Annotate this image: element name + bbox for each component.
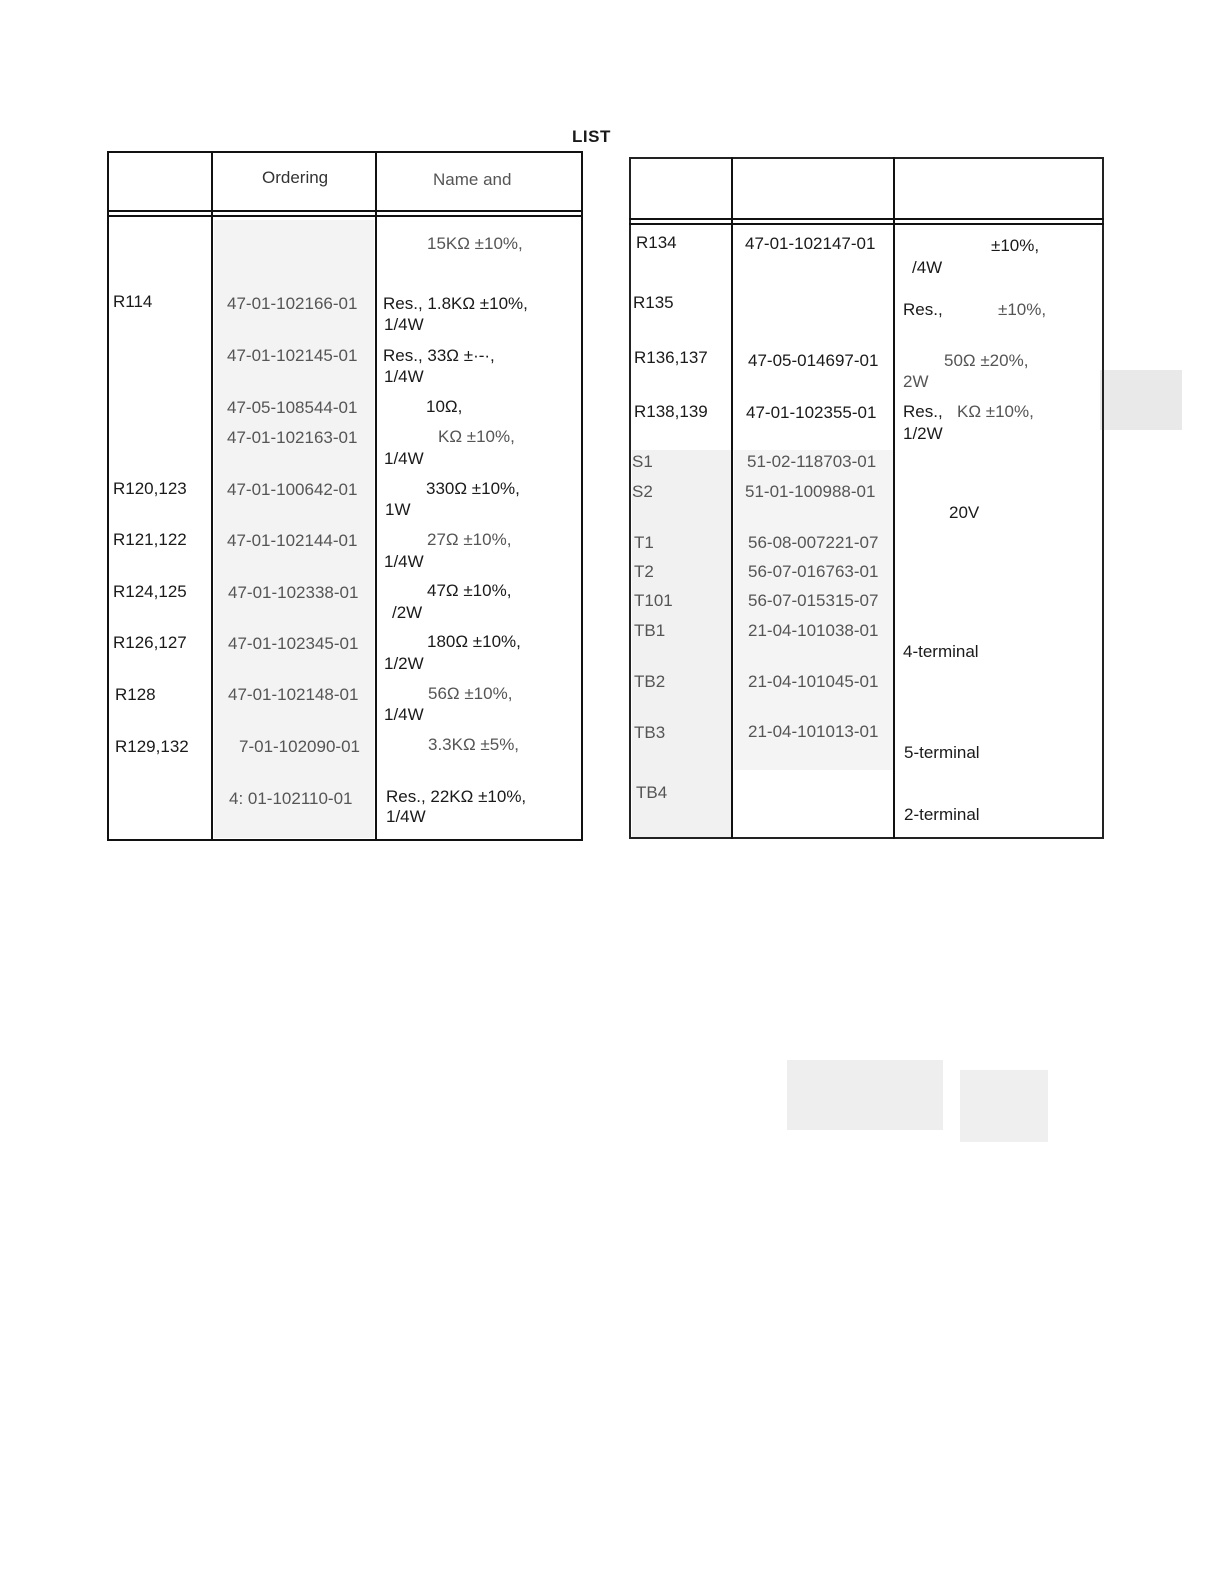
code-cell: 47-01-102345-01 [228, 634, 359, 653]
page-title: LIST [572, 127, 611, 146]
ref-cell: T2 [634, 562, 654, 581]
column-divider [731, 157, 733, 839]
code-cell: 51-02-118703-01 [747, 452, 877, 471]
header-divider [629, 218, 1104, 220]
code-cell: 21-04-101013-01 [748, 722, 879, 741]
desc-line: KΩ ±10%, [957, 402, 1034, 421]
column-divider [211, 151, 213, 841]
code-cell: 47-05-108544-01 [227, 398, 358, 417]
desc-line: KΩ ±10%, [438, 427, 515, 446]
ref-cell: TB1 [634, 621, 666, 640]
desc-line: 1W [385, 500, 411, 519]
code-cell: 47-01-102148-01 [228, 685, 359, 704]
desc-line: Res., 22KΩ ±10%, [386, 787, 527, 806]
ref-cell: R135 [633, 293, 674, 312]
code-cell: 47-01-102166-01 [227, 294, 358, 313]
desc-line: 56Ω ±10%, [428, 684, 513, 703]
desc-line: /2W [392, 603, 423, 622]
desc-line: 10Ω, [426, 397, 463, 416]
code-cell: 21-04-101038-01 [748, 621, 879, 640]
desc-line: 5-terminal [904, 743, 980, 762]
ref-cell: R126,127 [113, 633, 187, 652]
code-cell: 47-01-102144-01 [227, 531, 358, 550]
header-divider [107, 215, 583, 217]
desc-line: Res., 33Ω ±·-·, [383, 346, 495, 365]
code-cell: 47-05-014697-01 [748, 351, 879, 370]
code-cell: 56-08-007221-07 [748, 533, 879, 552]
ref-cell: R124,125 [113, 582, 187, 601]
header-divider [629, 223, 1104, 225]
ref-cell: TB2 [634, 672, 666, 691]
ref-cell: S1 [632, 452, 653, 471]
column-divider [893, 157, 895, 839]
desc-line: 47Ω ±10%, [427, 581, 512, 600]
desc-line: 1/4W [384, 449, 424, 468]
scan-smudge [960, 1070, 1048, 1142]
ref-cell: R129,132 [115, 737, 189, 756]
code-cell: 47-01-102147-01 [745, 234, 876, 253]
desc-line: 1/2W [384, 654, 424, 673]
header-name-and: Name and [433, 170, 512, 189]
desc-line: 180Ω ±10%, [427, 632, 521, 651]
ref-cell: TB3 [634, 723, 666, 742]
desc-line: 1/2W [903, 424, 943, 443]
code-cell: 47-01-102145-01 [227, 346, 358, 365]
desc-line: 1/4W [384, 705, 424, 724]
desc-line: 330Ω ±10%, [426, 479, 520, 498]
code-cell: 7-01-102090-01 [239, 737, 360, 756]
desc-line: 1/4W [384, 315, 424, 334]
code-cell: 51-01-100988-01 [745, 482, 876, 501]
ref-cell: T101 [634, 591, 673, 610]
ref-cell: R128 [115, 685, 156, 704]
desc-line: ±10%, [998, 300, 1047, 319]
desc-line: Res., [903, 300, 943, 319]
header-divider [107, 210, 583, 212]
ref-cell: R138,139 [634, 402, 708, 421]
desc-line: 1/4W [386, 807, 426, 826]
scan-smudge [787, 1060, 943, 1130]
ref-cell: R121,122 [113, 530, 187, 549]
desc-line: 27Ω ±10%, [427, 530, 512, 549]
code-cell: 47-01-100642-01 [227, 480, 358, 499]
code-cell: 47-01-102355-01 [746, 403, 877, 422]
ref-cell: S2 [632, 482, 653, 501]
code-cell: 47-01-102163-01 [227, 428, 358, 447]
desc-line: ±10%, [991, 236, 1040, 255]
desc-line: 15KΩ ±10%, [427, 234, 523, 253]
desc-line: 50Ω ±20%, [944, 351, 1029, 370]
ref-cell: R134 [636, 233, 677, 252]
code-cell: 47-01-102338-01 [228, 583, 359, 602]
scan-smudge [1100, 370, 1182, 430]
desc-line: 20V [949, 503, 980, 522]
desc-line: /4W [912, 258, 943, 277]
desc-line: 3.3KΩ ±5%, [428, 735, 520, 754]
desc-line: Res., [903, 402, 943, 421]
ref-cell: R136,137 [634, 348, 708, 367]
code-cell: 56-07-015315-07 [748, 591, 879, 610]
header-ordering: Ordering [262, 168, 329, 187]
column-divider [375, 151, 377, 841]
code-cell: 21-04-101045-01 [748, 672, 879, 691]
desc-line: 4-terminal [903, 642, 979, 661]
desc-line: Res., 1.8KΩ ±10%, [383, 294, 528, 313]
desc-line: 1/4W [384, 367, 424, 386]
desc-line: 2-terminal [904, 805, 980, 824]
ref-cell: TB4 [636, 783, 668, 802]
ref-cell: R114 [113, 292, 153, 311]
code-cell: 4: 01-102110-01 [229, 789, 353, 808]
ref-cell: R120,123 [113, 479, 187, 498]
desc-line: 2W [903, 372, 929, 391]
code-cell: 56-07-016763-01 [748, 562, 879, 581]
ref-cell: T1 [634, 533, 654, 552]
desc-line: 1/4W [384, 552, 424, 571]
